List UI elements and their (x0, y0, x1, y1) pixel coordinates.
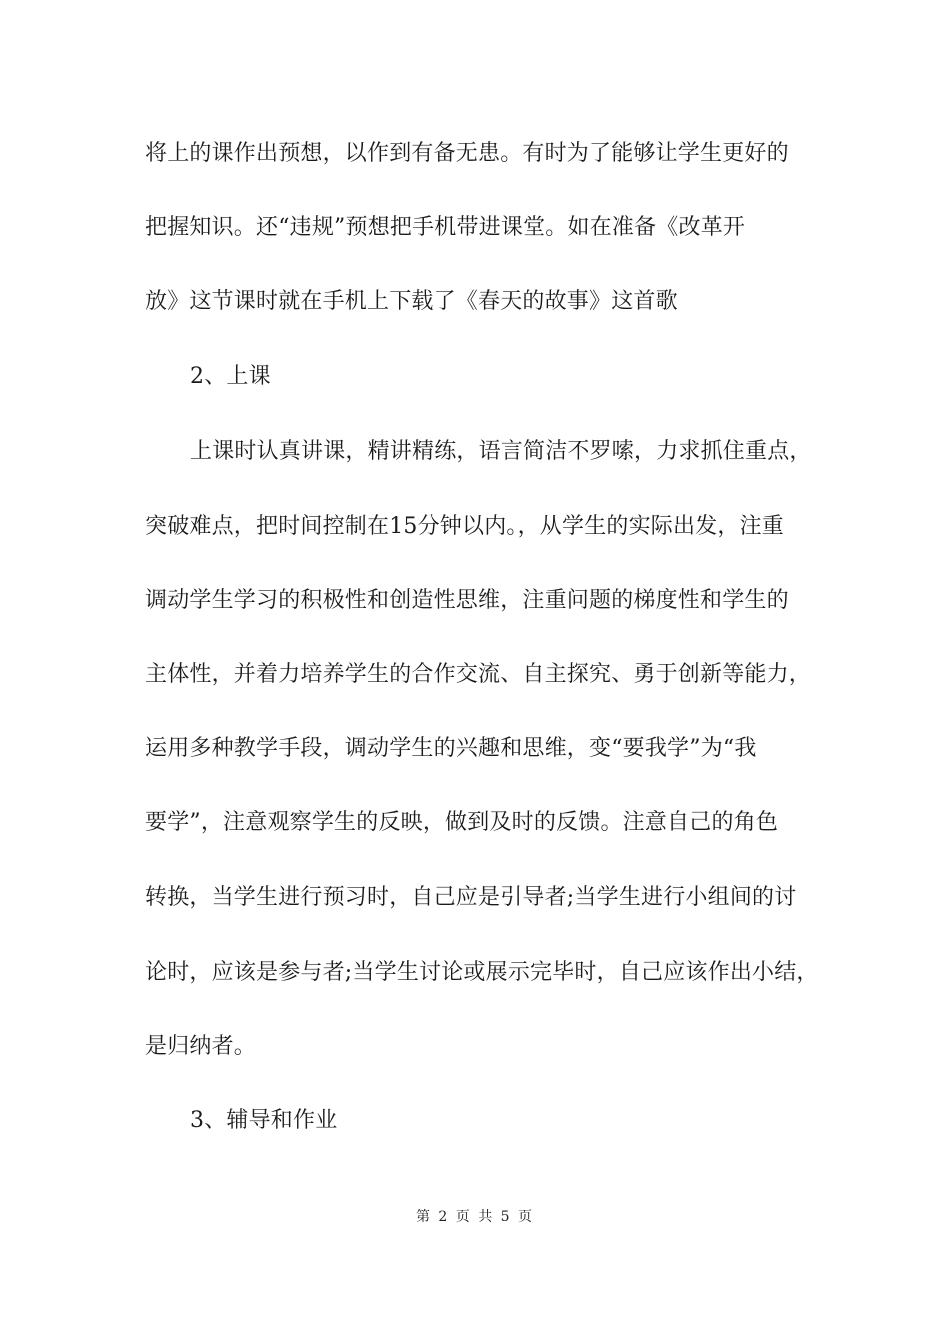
paragraph-line: 运用多种教学手段，调动学生的兴趣和思维，变“要我学”为“我 (145, 736, 757, 761)
paragraph-line: 调动学生学习的积极性和创造性思维，注重问题的梯度性和学生的 (145, 588, 789, 613)
paragraph-line: 将上的课作出预想，以作到有备无患。有时为了能够让学生更好的 (145, 141, 789, 166)
paragraph-line: 把握知识。还“违规”预想把手机带进课堂。如在准备《改革开 (145, 215, 746, 240)
section-heading-tutoring: 3、辅导和作业 (190, 1108, 338, 1133)
paragraph-line: 上课时认真讲课，精讲精练，语言简洁不罗嗦，力求抓住重点， (190, 439, 812, 464)
paragraph-line: 突破难点，把时间控制在15分钟以内。，从学生的实际出发，注重 (145, 514, 784, 539)
section-heading-class: 2、上课 (190, 364, 271, 389)
paragraph-line: 论时，应该是参与者;当学生讨论或展示完毕时，自己应该作出小结， (145, 960, 819, 985)
paragraph-line: 放》这节课时就在手机上下载了《春天的故事》这首歌 (145, 289, 678, 314)
paragraph-line: 转换，当学生进行预习时，自己应是引导者;当学生进行小组间的讨 (145, 885, 797, 910)
paragraph-line: 是归纳者。 (145, 1034, 257, 1059)
paragraph-line: 要学”，注意观察学生的反映，做到及时的反馈。注意自己的角色 (145, 810, 779, 835)
page-number-footer: 第 2 页 共 5 页 (415, 1209, 535, 1225)
paragraph-line: 主体性，并着力培养学生的合作交流、自主探究、勇于创新等能力， (145, 662, 812, 687)
